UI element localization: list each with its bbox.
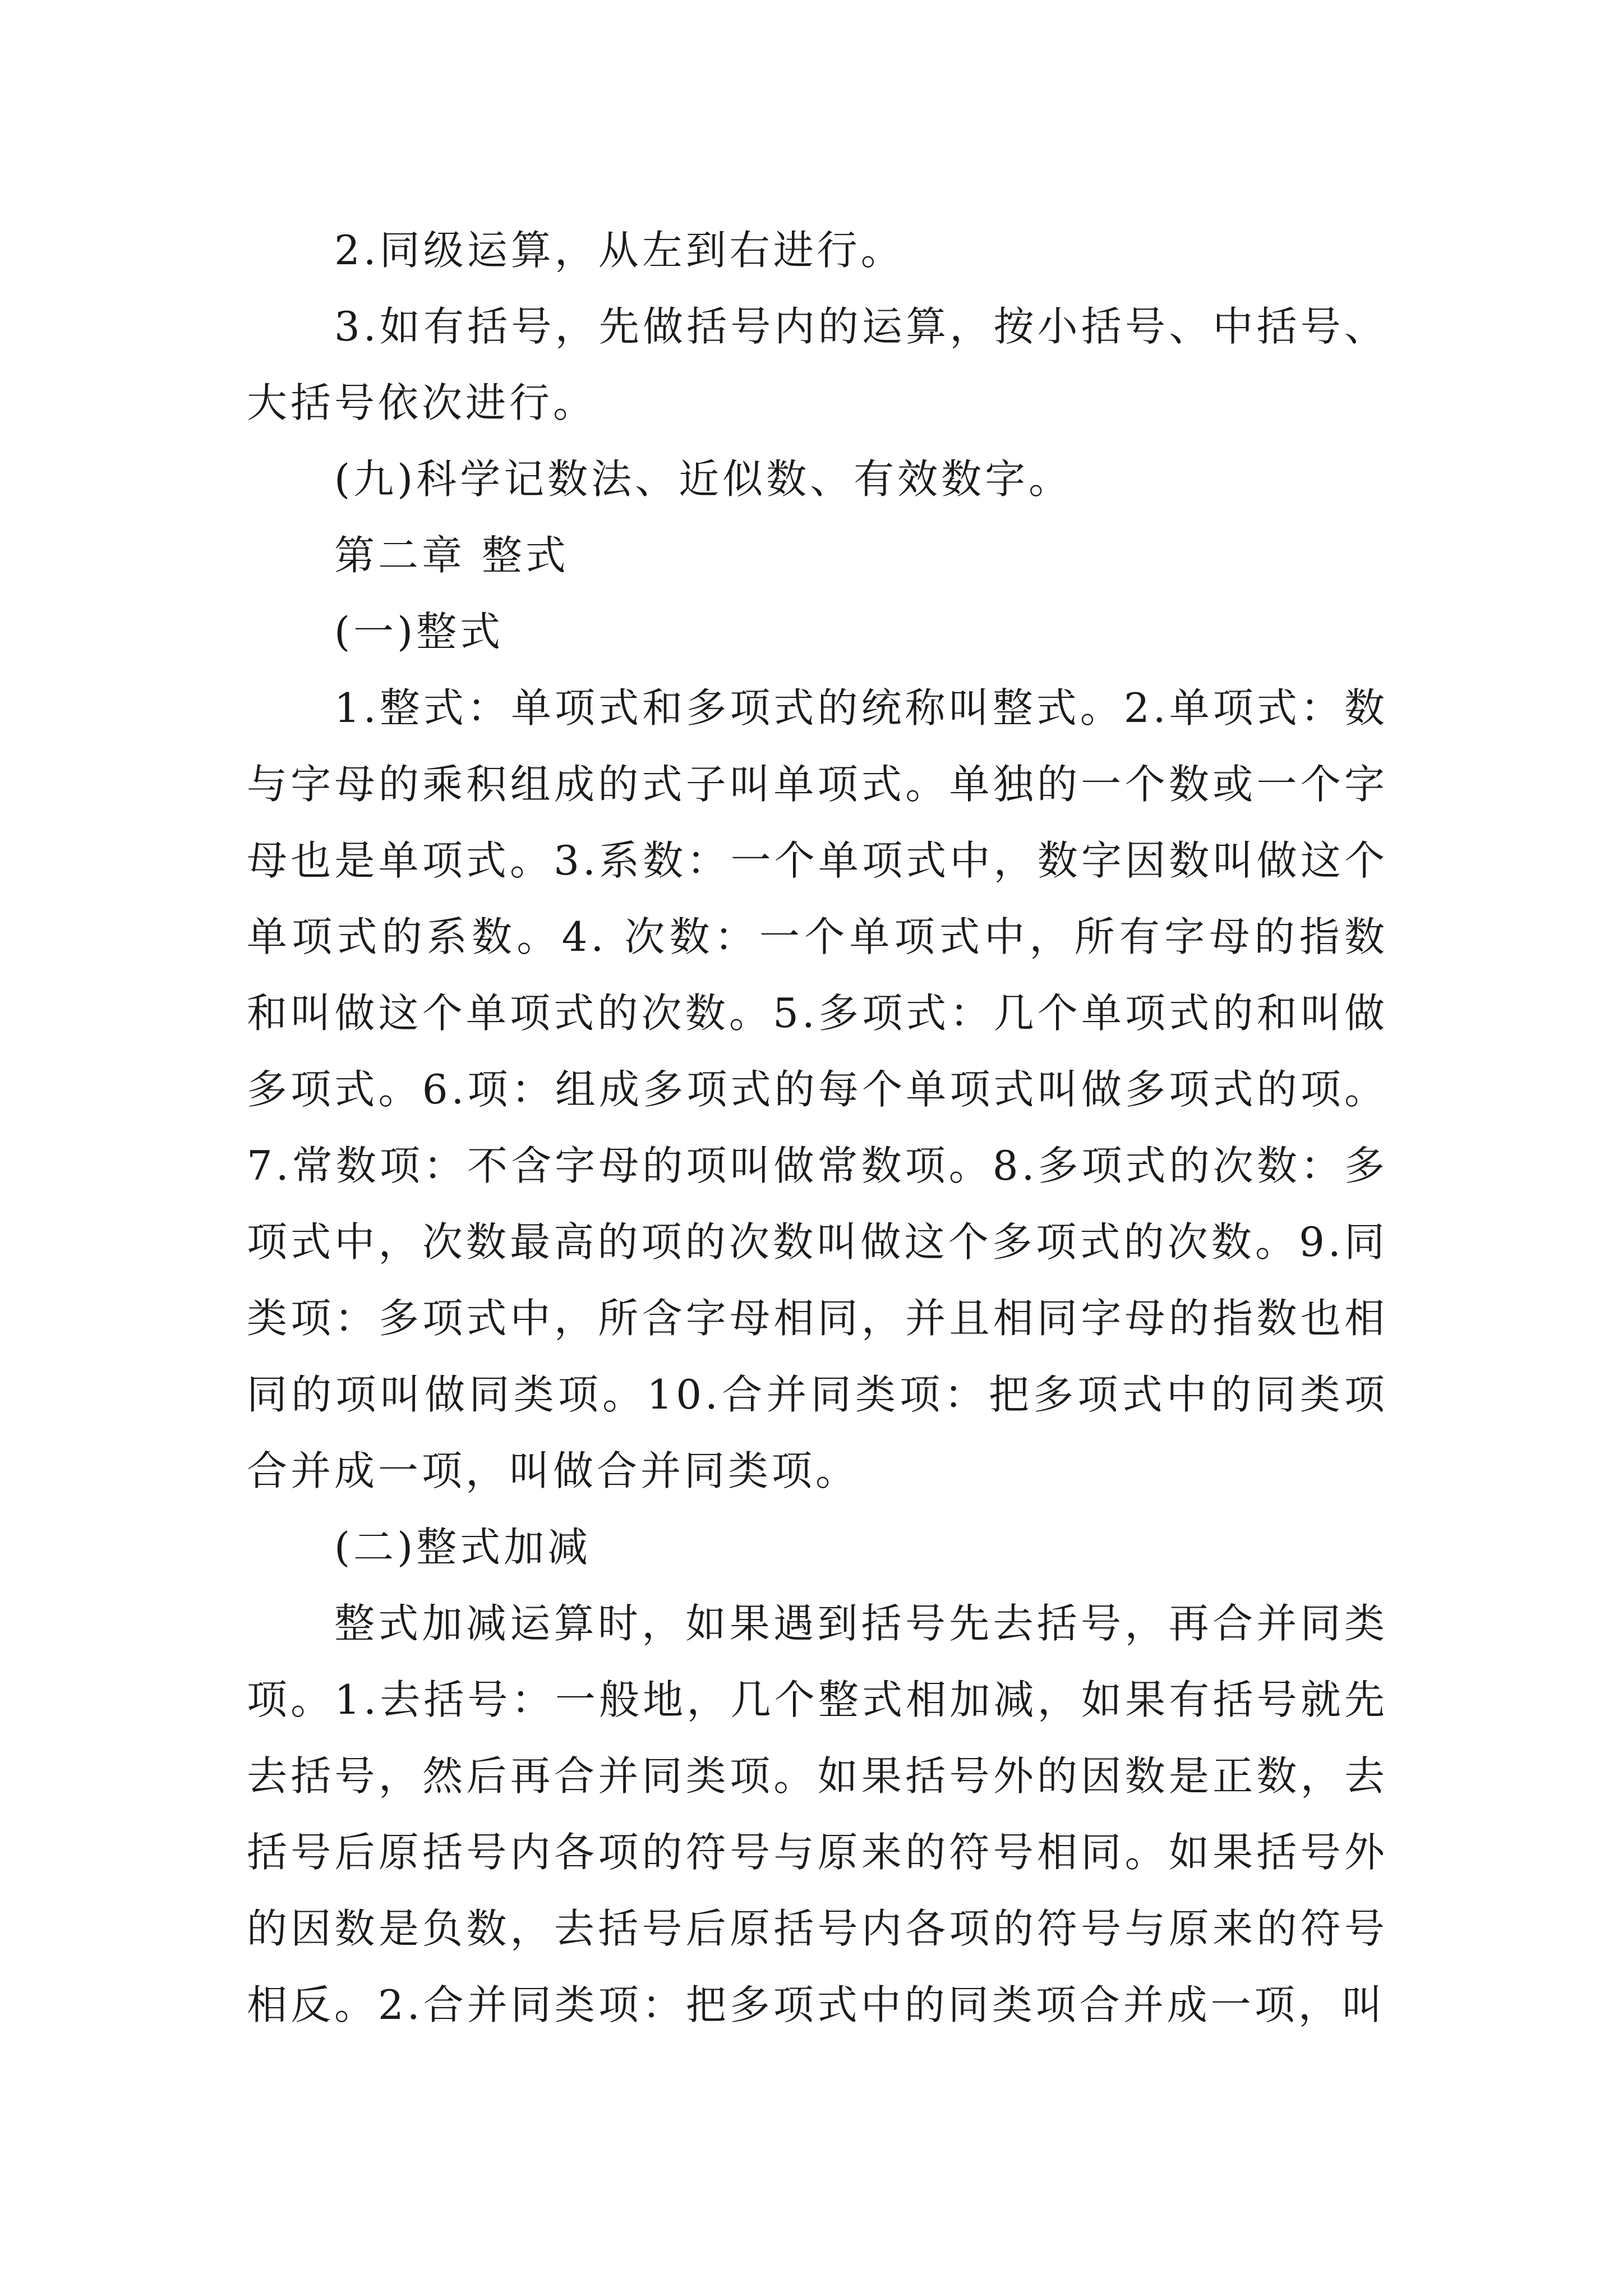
- paragraph-parentheses-order: 3.如有括号，先做括号内的运算，按小括号、中括号、大括号依次进行。: [247, 303, 1388, 426]
- section-heading-scientific-notation: (九)科学记数法、近似数、有效数字。: [334, 455, 1073, 503]
- chapter-title: 第二章 整式: [334, 532, 569, 579]
- document-body: [247, 212, 1388, 2043]
- paragraph-polynomial-definitions: 1.整式：单项式和多项式的统称叫整式。2.单项式：数与字母的乘积组成的式子叫单项式。单独的一个数或一个字母也是单项式。3.系数：一个单项式中，数字因数叫做这个单项式的系数。4. 次数：一个单项式中，所有字母的指数和叫做这个单项式的次数。5.多项式：几个单项式的和叫做多项式。6.项：组成多项式的每个单项式叫做多项式的项。7.常数项：不含字母的项叫做常数项。8.多项式的次数：多项式中，次数最高的项的次数叫做这个多项式的次数。9.同类项：多项式中，所含字母相同，并且相同字母的指数也相同的项叫做同类项。10.合并同类项：把多项式中的同类项合并成一项，叫做合并同类项。: [247, 684, 1388, 1494]
- paragraph-addition-subtraction-rules: 整式加减运算时，如果遇到括号先去括号，再合并同类项。1.去括号：一般地，几个整式相加减，如果有括号就先去括号，然后再合并同类项。如果括号外的因数是正数，去括号后原括号内各项的符号与原来的符号相同。如果括号外的因数是负数，去括号后原括号内各项的符号与原来的符号相反。2.合并同类项：把多项式中的同类项合并成一项，叫: [247, 1600, 1388, 2028]
- paragraph-same-level-operations: 2.同级运算，从左到右进行。: [334, 227, 905, 274]
- section-heading-addition-subtraction: (二)整式加减: [334, 1524, 592, 1571]
- section-heading-polynomials: (一)整式: [334, 608, 504, 655]
